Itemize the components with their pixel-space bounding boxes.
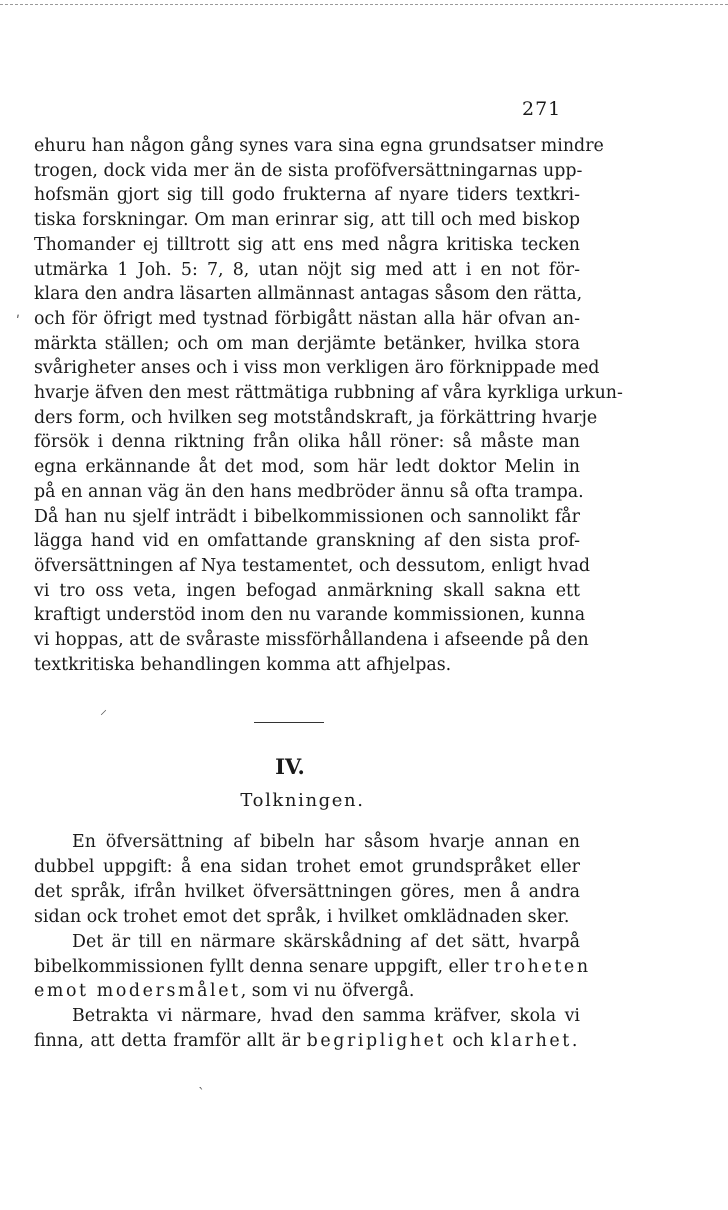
text-line — [34, 979, 580, 1004]
text-line: det språk, ifrån hvilket öfversättningen göres, men å andra — [34, 881, 580, 902]
text-line: märkta ställen; och om man derjämte betänker, hvilka stora — [34, 333, 580, 354]
text-line: textkritiska behandlingen komma att afhjelpas. — [34, 654, 452, 675]
body-paragraph — [34, 134, 623, 677]
text-line: Thomander ej tilltrott sig att ens med några kritiska tecken — [34, 234, 580, 255]
text-line: tiska forskningar. Om man erinrar sig, att till och med biskop — [34, 210, 580, 231]
text-line: Betrakta vi närmare, hvad den samma kräfver, skola vi — [72, 1006, 580, 1027]
text-line: ders form, och hvilken seg motståndskraft, ja förkättring hvarje — [34, 407, 598, 428]
text-line: egna erkännande åt det mod, som här ledt doktor Melin in — [34, 457, 580, 478]
scan-mark: ˋ — [198, 1086, 205, 1102]
text-run: finna, att detta framför allt är — [34, 1031, 301, 1052]
page-number: 271 — [522, 98, 562, 120]
text-line: hvarje äfven den mest rättmätiga rubbning af våra kyrkliga urkun- — [34, 383, 623, 404]
section-body — [34, 830, 591, 1054]
text-line: och för öfrigt med tystnad förbigått nästan alla här ofvan an- — [34, 308, 580, 329]
text-line: svårigheter anses och i viss mon verkligen äro förknippade med — [34, 358, 600, 379]
text-line: utmärka 1 Joh. 5: 7, 8, utan nöjt sig med att i en not för- — [34, 259, 580, 280]
scan-mark: ʹ — [16, 314, 20, 330]
top-scan-edge — [0, 4, 728, 5]
text-run: och — [452, 1031, 484, 1052]
text-line — [34, 1029, 580, 1054]
text-line — [34, 955, 591, 980]
text-line: Det är till en närmare skärskådning af det sätt, hvarpå — [72, 931, 580, 952]
section-number: IV. — [275, 754, 305, 779]
section-divider — [254, 722, 324, 723]
section-title: Tolkningen. — [240, 790, 365, 811]
text-line: klara den andra läsarten allmännast antagas såsom den rätta, — [34, 284, 583, 305]
emphasis-text: troheten — [494, 956, 591, 977]
emphasis-text: begriplighet — [306, 1031, 447, 1052]
text-line: dubbel uppgift: å ena sidan trohet emot grundspråket eller — [34, 856, 580, 877]
text-line: sidan ock trohet emot det språk, i hvilket omklädnaden sker. — [34, 906, 570, 927]
text-line: på en annan väg än den hans medbröder ännu så ofta trampa. — [34, 481, 584, 502]
emphasis-text: klarhet. — [490, 1031, 580, 1052]
text-run: bibelkommissionen fyllt denna senare uppgift, eller — [34, 956, 489, 977]
text-line: En öfversättning af bibeln har såsom hvarje annan en — [72, 832, 580, 852]
emphasis-text: emot modersmålet — [34, 981, 241, 1002]
text-line: lägga hand vid en omfattande granskning af den sista prof- — [34, 531, 580, 552]
text-line: ehuru han någon gång synes vara sina egna grundsatser mindre — [34, 136, 604, 156]
text-line: Då han nu sjelf inträdt i bibelkommissionen och sannolikt får — [34, 506, 580, 527]
text-line: vi tro oss veta, ingen befogad anmärkning skall sakna ett — [34, 580, 580, 601]
text-line: trogen, dock vida mer än de sista proföfversättningarnas upp- — [34, 160, 583, 181]
scan-mark: ⸝ — [100, 702, 107, 718]
text-line: kraftigt understöd inom den nu varande kommissionen, kunna — [34, 605, 586, 626]
text-line: vi hoppas, att de svåraste missförhållandena i afseende på den — [34, 630, 589, 651]
text-line: försök i denna riktning från olika håll röner: så måste man — [34, 432, 580, 453]
text-run: , som vi nu öfvergå. — [240, 981, 415, 1002]
text-line: öfversättningen af Nya testamentet, och dessutom, enligt hvad — [34, 555, 591, 576]
text-line: hofsmän gjort sig till godo frukterna af nyare tiders textkri- — [34, 185, 580, 206]
